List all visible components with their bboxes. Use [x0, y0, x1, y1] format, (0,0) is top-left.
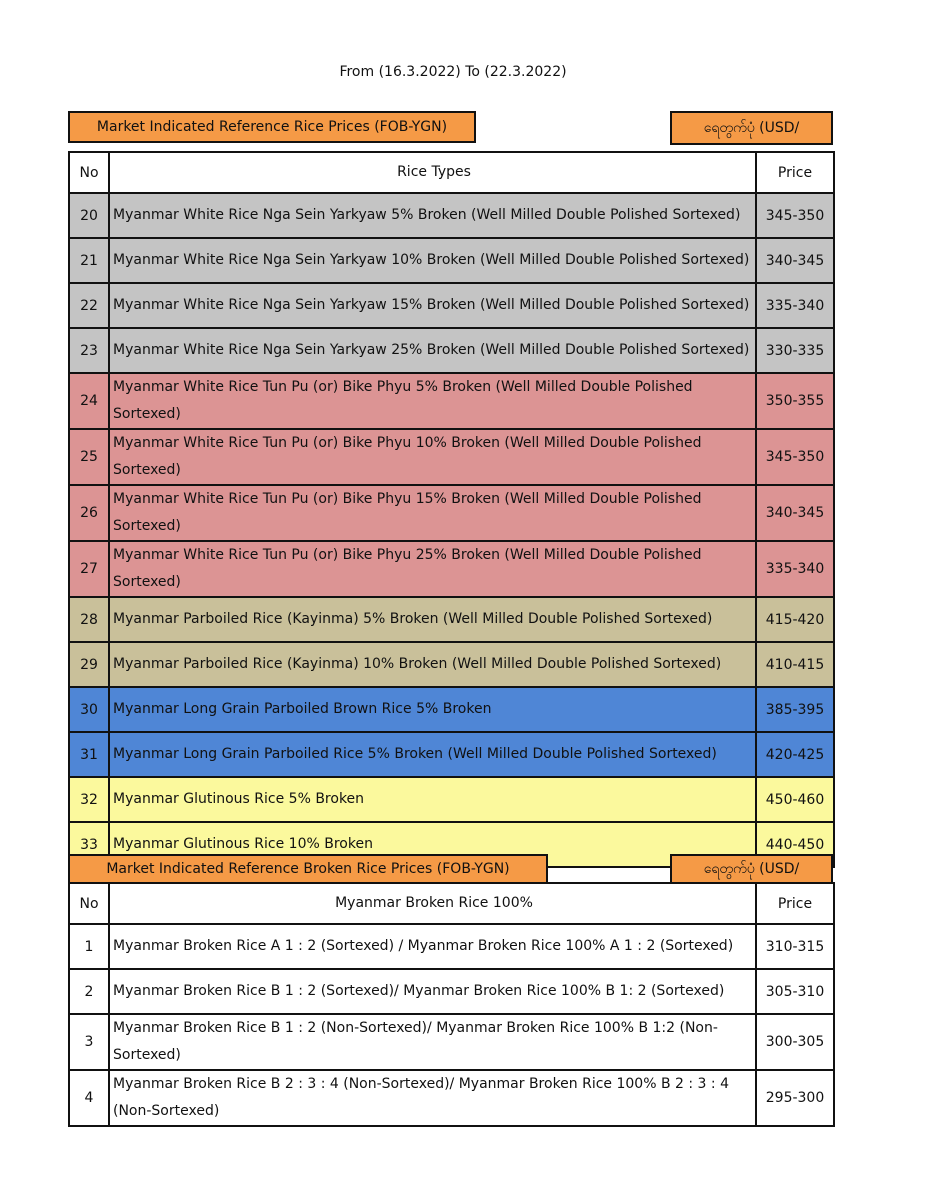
row-no: 31	[69, 732, 109, 777]
row-price: 310-315	[756, 924, 834, 969]
row-type: Myanmar Broken Rice B 1 : 2 (Non-Sortexed)/ Myanmar Broken Rice 100% B 1:2 (Non-Sortexed)	[109, 1014, 756, 1070]
col-header-no: No	[69, 152, 109, 193]
row-type: Myanmar White Rice Nga Sein Yarkyaw 5% Broken (Well Milled Double Polished Sortexed)	[109, 193, 756, 238]
table-row	[69, 597, 834, 642]
row-no: 2	[69, 969, 109, 1014]
table-row	[69, 687, 834, 732]
row-type: Myanmar Glutinous Rice 10% Broken	[109, 822, 756, 867]
section2-currency-label: ရေတွက်ပုံ (USD/	[670, 854, 833, 884]
row-no: 30	[69, 687, 109, 732]
row-no: 27	[69, 541, 109, 597]
row-no: 22	[69, 283, 109, 328]
row-price: 415-420	[756, 597, 834, 642]
table-row	[69, 642, 834, 687]
rice-price-table	[68, 151, 835, 868]
col-header-price: Price	[756, 152, 834, 193]
row-no: 20	[69, 193, 109, 238]
row-type: Myanmar White Rice Nga Sein Yarkyaw 25% Broken (Well Milled Double Polished Sortexed)	[109, 328, 756, 373]
row-price: 300-305	[756, 1014, 834, 1070]
table-row	[69, 283, 834, 328]
table-header-row	[69, 883, 834, 924]
row-type: Myanmar White Rice Tun Pu (or) Bike Phyu 5% Broken (Well Milled Double Polished Sortexed)	[109, 373, 756, 429]
row-no: 28	[69, 597, 109, 642]
row-no: 3	[69, 1014, 109, 1070]
row-no: 1	[69, 924, 109, 969]
table-row	[69, 969, 834, 1014]
row-price: 295-300	[756, 1070, 834, 1126]
row-type: Myanmar White Rice Tun Pu (or) Bike Phyu 25% Broken (Well Milled Double Polished Sortexed)	[109, 541, 756, 597]
date-range: From (16.3.2022) To (22.3.2022)	[339, 64, 567, 80]
col-header-type: Rice Types	[109, 152, 756, 193]
row-type: Myanmar Long Grain Parboiled Brown Rice 5% Broken	[109, 687, 756, 732]
row-price: 410-415	[756, 642, 834, 687]
row-no: 24	[69, 373, 109, 429]
row-no: 21	[69, 238, 109, 283]
row-type: Myanmar Glutinous Rice 5% Broken	[109, 777, 756, 822]
row-no: 26	[69, 485, 109, 541]
row-type: Myanmar White Rice Tun Pu (or) Bike Phyu 10% Broken (Well Milled Double Polished Sortexed)	[109, 429, 756, 485]
section2-title: Market Indicated Reference Broken Rice Prices (FOB-YGN)	[68, 854, 548, 884]
row-type: Myanmar Broken Rice B 2 : 3 : 4 (Non-Sortexed)/ Myanmar Broken Rice 100% B 2 : 3 : 4 (Non-Sortexed)	[109, 1070, 756, 1126]
row-no: 32	[69, 777, 109, 822]
row-price: 335-340	[756, 283, 834, 328]
row-type: Myanmar White Rice Nga Sein Yarkyaw 15% Broken (Well Milled Double Polished Sortexed)	[109, 283, 756, 328]
section1-currency-label: ရေတွက်ပုံ (USD/	[670, 111, 833, 145]
row-price: 330-335	[756, 328, 834, 373]
table-row	[69, 732, 834, 777]
table-row	[69, 541, 834, 597]
row-price: 420-425	[756, 732, 834, 777]
table-row	[69, 1014, 834, 1070]
row-type: Myanmar Parboiled Rice (Kayinma) 10% Broken (Well Milled Double Polished Sortexed)	[109, 642, 756, 687]
table-row	[69, 238, 834, 283]
col-header-price: Price	[756, 883, 834, 924]
row-price: 440-450	[756, 822, 834, 867]
row-type: Myanmar White Rice Tun Pu (or) Bike Phyu 15% Broken (Well Milled Double Polished Sortexed)	[109, 485, 756, 541]
row-type: Myanmar Parboiled Rice (Kayinma) 5% Broken (Well Milled Double Polished Sortexed)	[109, 597, 756, 642]
row-price: 385-395	[756, 687, 834, 732]
table-header-row	[69, 152, 834, 193]
table-row	[69, 429, 834, 485]
row-type: Myanmar Long Grain Parboiled Rice 5% Broken (Well Milled Double Polished Sortexed)	[109, 732, 756, 777]
row-price: 345-350	[756, 193, 834, 238]
row-price: 340-345	[756, 238, 834, 283]
row-no: 25	[69, 429, 109, 485]
table-row	[69, 193, 834, 238]
table-row	[69, 924, 834, 969]
row-price: 345-350	[756, 429, 834, 485]
row-type: Myanmar White Rice Nga Sein Yarkyaw 10% Broken (Well Milled Double Polished Sortexed)	[109, 238, 756, 283]
section1-title: Market Indicated Reference Rice Prices (FOB-YGN)	[68, 111, 476, 143]
row-price: 305-310	[756, 969, 834, 1014]
row-no: 33	[69, 822, 109, 867]
table-row	[69, 328, 834, 373]
row-no: 29	[69, 642, 109, 687]
row-no: 23	[69, 328, 109, 373]
row-price: 450-460	[756, 777, 834, 822]
col-header-no: No	[69, 883, 109, 924]
row-type: Myanmar Broken Rice B 1 : 2 (Sortexed)/ Myanmar Broken Rice 100% B 1: 2 (Sortexed)	[109, 969, 756, 1014]
table-row	[69, 373, 834, 429]
table-row	[69, 777, 834, 822]
row-no: 4	[69, 1070, 109, 1126]
row-price: 350-355	[756, 373, 834, 429]
row-price: 340-345	[756, 485, 834, 541]
table-row	[69, 1070, 834, 1126]
broken-rice-price-table	[68, 882, 835, 1127]
col-header-type: Myanmar Broken Rice 100%	[109, 883, 756, 924]
table-row	[69, 485, 834, 541]
row-type: Myanmar Broken Rice A 1 : 2 (Sortexed) / Myanmar Broken Rice 100% A 1 : 2 (Sortexed)	[109, 924, 756, 969]
row-price: 335-340	[756, 541, 834, 597]
